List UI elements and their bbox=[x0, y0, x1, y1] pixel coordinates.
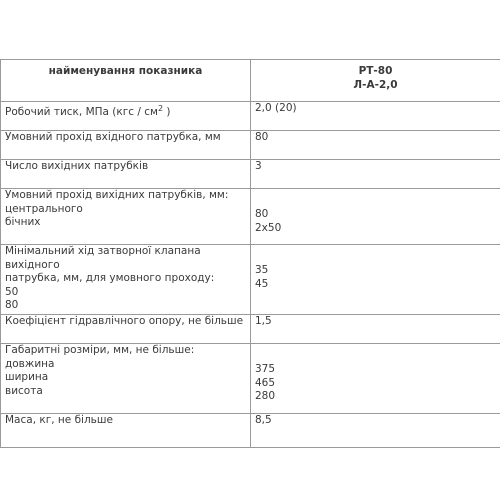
valve-travel-title-1: Мінімальний хід затворної клапана вихідного bbox=[5, 245, 201, 271]
table-header-row bbox=[1, 60, 500, 102]
row-value-hydraulic-resistance: 1,5 bbox=[251, 315, 500, 344]
row-label-outlet-count: Число вихідних патрубків bbox=[1, 160, 251, 189]
dimensions-height-value: 280 bbox=[255, 390, 276, 402]
header-model-line2: Л-А-2,0 bbox=[353, 78, 398, 91]
working-pressure-label: Робочий тиск, МПа (кгс / см bbox=[5, 106, 158, 118]
specs-table bbox=[0, 59, 500, 448]
row-value-outlet-count: 3 bbox=[251, 160, 500, 189]
table-row bbox=[1, 315, 500, 344]
dimensions-length: довжина bbox=[5, 357, 55, 370]
table-row bbox=[1, 102, 500, 131]
valve-travel-title-2: патрубка, мм, для умовного проходу: bbox=[5, 272, 215, 284]
row-label-dimensions bbox=[1, 344, 251, 414]
header-indicator-name: найменування показника bbox=[1, 60, 251, 102]
row-value-outlet-bore bbox=[251, 189, 500, 245]
dimensions-length-value: 375 bbox=[255, 363, 276, 375]
row-value-valve-travel bbox=[251, 245, 500, 315]
table-row bbox=[1, 414, 500, 448]
row-label-mass: Маса, кг, не більше bbox=[1, 414, 251, 448]
table-row bbox=[1, 160, 500, 189]
header-model-line1: РТ-80 bbox=[358, 65, 393, 77]
row-label-working-pressure bbox=[1, 102, 251, 131]
valve-travel-80-value: 45 bbox=[255, 277, 269, 290]
row-label-inlet-bore: Умовний прохід вхідного патрубка, мм bbox=[1, 131, 251, 160]
outlet-bore-title: Умовний прохід вихідних патрубків, мм: bbox=[5, 189, 229, 201]
table-row bbox=[1, 131, 500, 160]
dimensions-width-value: 465 bbox=[255, 376, 276, 389]
outlet-bore-central: центрального bbox=[5, 202, 83, 215]
dimensions-width: ширина bbox=[5, 371, 49, 383]
valve-travel-80: 80 bbox=[5, 299, 19, 311]
table-row bbox=[1, 189, 500, 245]
header-model bbox=[251, 60, 500, 102]
row-value-inlet-bore: 80 bbox=[251, 131, 500, 160]
valve-travel-50: 50 bbox=[5, 285, 19, 298]
dimensions-title: Габаритні розміри, мм, не більше: bbox=[5, 344, 195, 356]
row-value-working-pressure: 2,0 (20) bbox=[251, 102, 500, 131]
dimensions-height: висота bbox=[5, 384, 43, 397]
row-label-outlet-bore bbox=[1, 189, 251, 245]
row-value-mass: 8,5 bbox=[251, 414, 500, 448]
outlet-bore-side-value: 2x50 bbox=[255, 221, 282, 234]
working-pressure-superscript: 2 bbox=[157, 104, 164, 113]
row-label-hydraulic-resistance: Коефіцієнт гідравлічного опору, не більше bbox=[1, 315, 251, 344]
table-row bbox=[1, 245, 500, 315]
row-label-valve-travel bbox=[1, 245, 251, 315]
valve-travel-50-value: 35 bbox=[255, 264, 269, 276]
working-pressure-label-tail: ) bbox=[163, 106, 171, 118]
outlet-bore-central-value: 80 bbox=[255, 208, 269, 220]
row-value-dimensions bbox=[251, 344, 500, 414]
table-row bbox=[1, 344, 500, 414]
outlet-bore-side: бічних bbox=[5, 216, 41, 228]
